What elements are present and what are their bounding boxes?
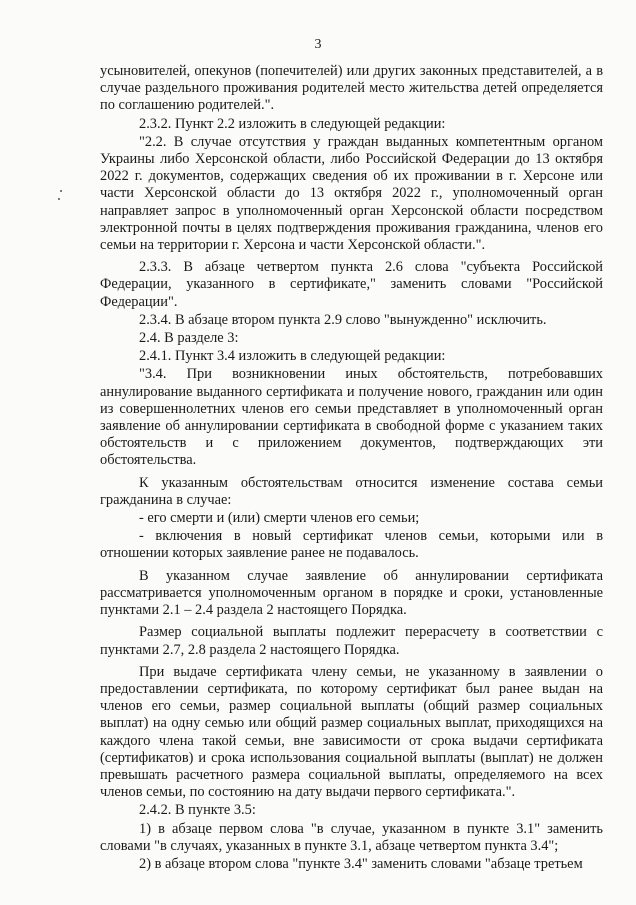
paragraph: 2.3.3. В абзаце четвертом пункта 2.6 слова "субъекта Российской Федерации, указанного в сертификате," заменить словами "Российской Федерации".	[100, 259, 603, 310]
scan-speck	[60, 190, 62, 192]
document-body	[100, 63, 603, 874]
paragraph: "3.4. При возникновении иных обстоятельств, потребовавших аннулирование выданного сертификата и получение нового, гражданин или один из совершеннолетних членов его семьи представляет в уполномоченный орган заявление об аннулировании сертификата в свободной форме с указанием таких обстоятельств и с приложением документов, подтверждающих эти обстоятельства.	[100, 366, 603, 469]
paragraph: 2) в абзаце втором слова "пункте 3.4" заменить словами "абзаце третьем	[139, 855, 583, 872]
paragraph: 2.4.1. Пункт 3.4 изложить в следующей редакции:	[139, 348, 446, 365]
paragraph: усыновителей, опекунов (попечителей) или других законных представителей, а в случае раздельного проживания родителей место жительства детей определяется по соглашению родителей.".	[100, 63, 603, 114]
paragraph: 2.4.2. В пункте 3.5:	[139, 802, 256, 819]
paragraph: 2.3.4. В абзаце втором пункта 2.9 слово "вынужденно" исключить.	[139, 311, 547, 328]
paragraph: В указанном случае заявление об аннулировании сертификата рассматривается уполномоченным органом в порядке и сроки, установленные пунктами 2.1 – 2.4 раздела 2 настоящего Порядка.	[100, 567, 603, 619]
paragraph: - включения в новый сертификат членов семьи, которыми или в отношении которых заявление ранее не подавалось.	[100, 528, 603, 562]
paragraph: - его смерти и (или) смерти членов его семьи;	[139, 510, 420, 527]
page-number: 3	[314, 37, 322, 52]
paragraph: При выдаче сертификата члену семьи, не указанному в заявлении о предоставлении сертификата, по которому сертификат был ранее выдан на членов его семьи, размер социальной выплаты (общий размер социальных выплат) на одну семью или общий размер социальных выплат, приходящихся на каждого члена такой семьи, вне зависимости от срока выдачи сертификата (сертификатов) и срока использования социальной выплаты (выплат) не должен превышать расчетного размера социальной выплаты, определяемого на всех членов семьи, по состоянию на дату выдачи первого сертификата.".	[100, 663, 603, 801]
paragraph: 2.3.2. Пункт 2.2 изложить в следующей редакции:	[139, 115, 446, 132]
paragraph: "2.2. В случае отсутствия у граждан выданных компетентным органом Украины либо Херсонской области, либо Российской Федерации до 13 октября 2022 г. документов, содержащих сведения об их проживании в г. Херсоне или части Херсонской области до 13 октября 2022 г., уполномоченный орган направляет запрос в уполномоченный орган Херсонской области посредством электронной почты в целях подтверждения проживания гражданина, членов его семьи на территории г. Херсона и части Херсонской области.".	[100, 133, 603, 254]
paragraph: 2.4. В разделе 3:	[139, 330, 239, 347]
paragraph: Размер социальной выплаты подлежит перерасчету в соответствии с пунктами 2.7, 2.8 раздела 2 настоящего Порядка.	[100, 624, 603, 658]
paragraph: 1) в абзаце первом слова "в случае, указанном в пункте 3.1" заменить словами "в случаях, указанных в пункте 3.1, абзаце четвертом пункта 3.4";	[100, 820, 603, 854]
paragraph: К указанным обстоятельствам относится изменение состава семьи гражданина в случае:	[100, 474, 603, 508]
scan-speck	[58, 198, 60, 200]
